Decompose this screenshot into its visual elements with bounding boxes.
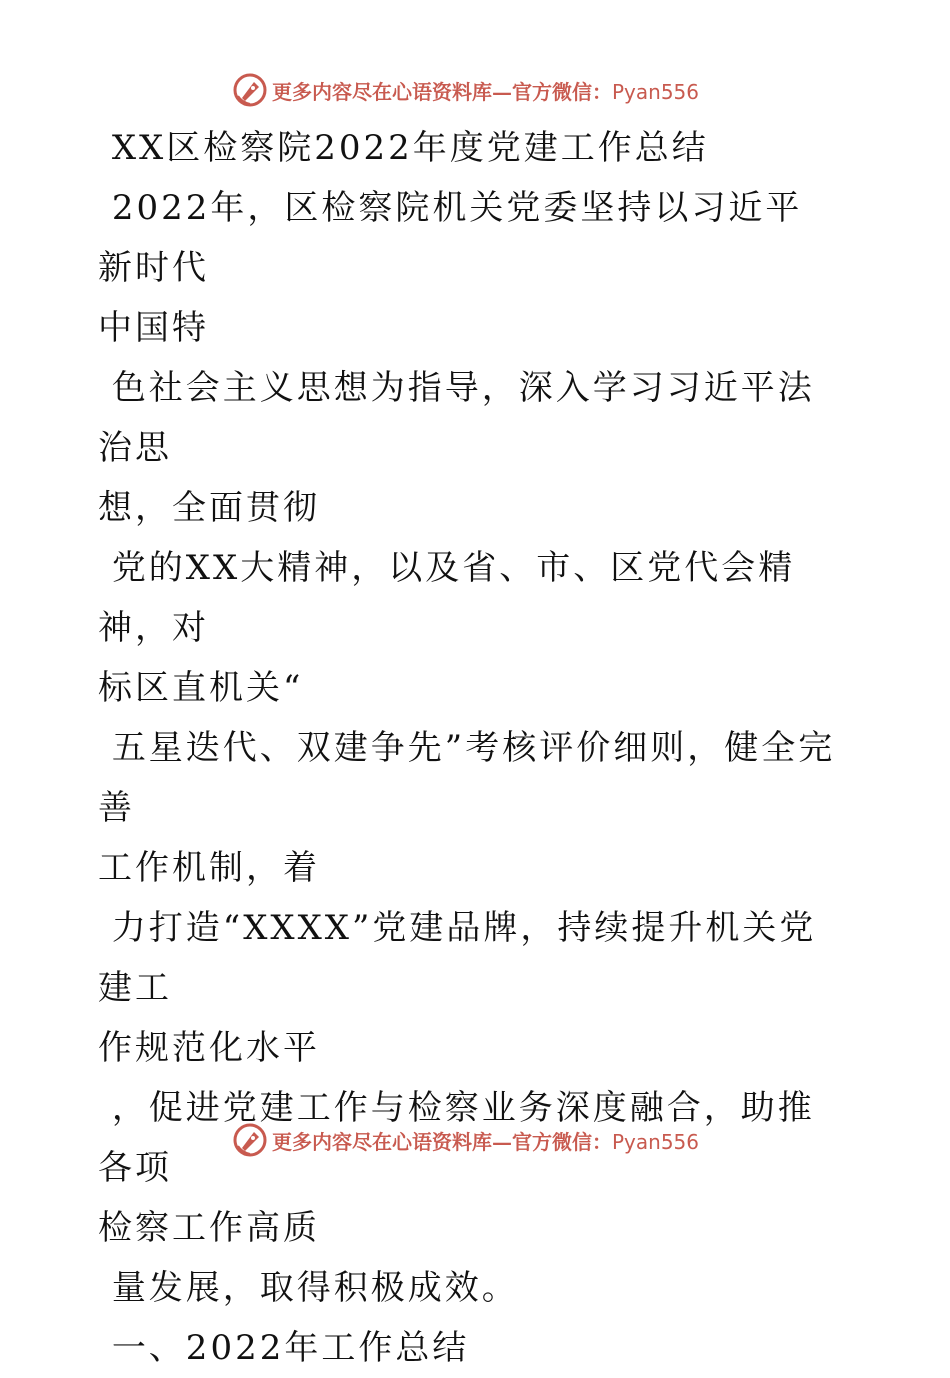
paragraph-line: 色社会主义思想为指导，深入学习习近平法治思 想，全面贯彻 xyxy=(98,368,815,528)
document-body xyxy=(98,118,838,1378)
watermark-text: 更多内容尽在心语资料库—官方微信：Pyan556 xyxy=(272,1129,700,1154)
pen-nib-circle-icon xyxy=(232,1122,268,1158)
watermark-text: 更多内容尽在心语资料库—官方微信：Pyan556 xyxy=(272,79,700,104)
paragraph-line: 力打造“XXXX”党建品牌，持续提升机关党建工 作规范化水平 xyxy=(98,908,817,1068)
header-watermark xyxy=(232,72,699,108)
paragraph-line: ，促进党建工作与检察业务深度融合，助推各项 检察工作高质 xyxy=(98,1088,815,1248)
section-heading: 一、2022年工作总结 xyxy=(98,1328,470,1368)
paragraph-line: 五星迭代、双建争先”考核评价细则，健全完善 工作机制，着 xyxy=(98,728,836,888)
paragraph-line: 2022年，区检察院机关党委坚持以习近平新时代 中国特 xyxy=(98,188,803,348)
paragraph-line: 党的XX大精神，以及省、市、区党代会精神，对 标区直机关“ xyxy=(98,548,796,708)
paragraph-line: 量发展，取得积极成效。 xyxy=(98,1268,519,1308)
footer-watermark xyxy=(232,1122,699,1158)
document-title: XX区检察院2022年度党建工作总结 xyxy=(98,128,709,168)
pen-nib-circle-icon xyxy=(232,72,268,108)
